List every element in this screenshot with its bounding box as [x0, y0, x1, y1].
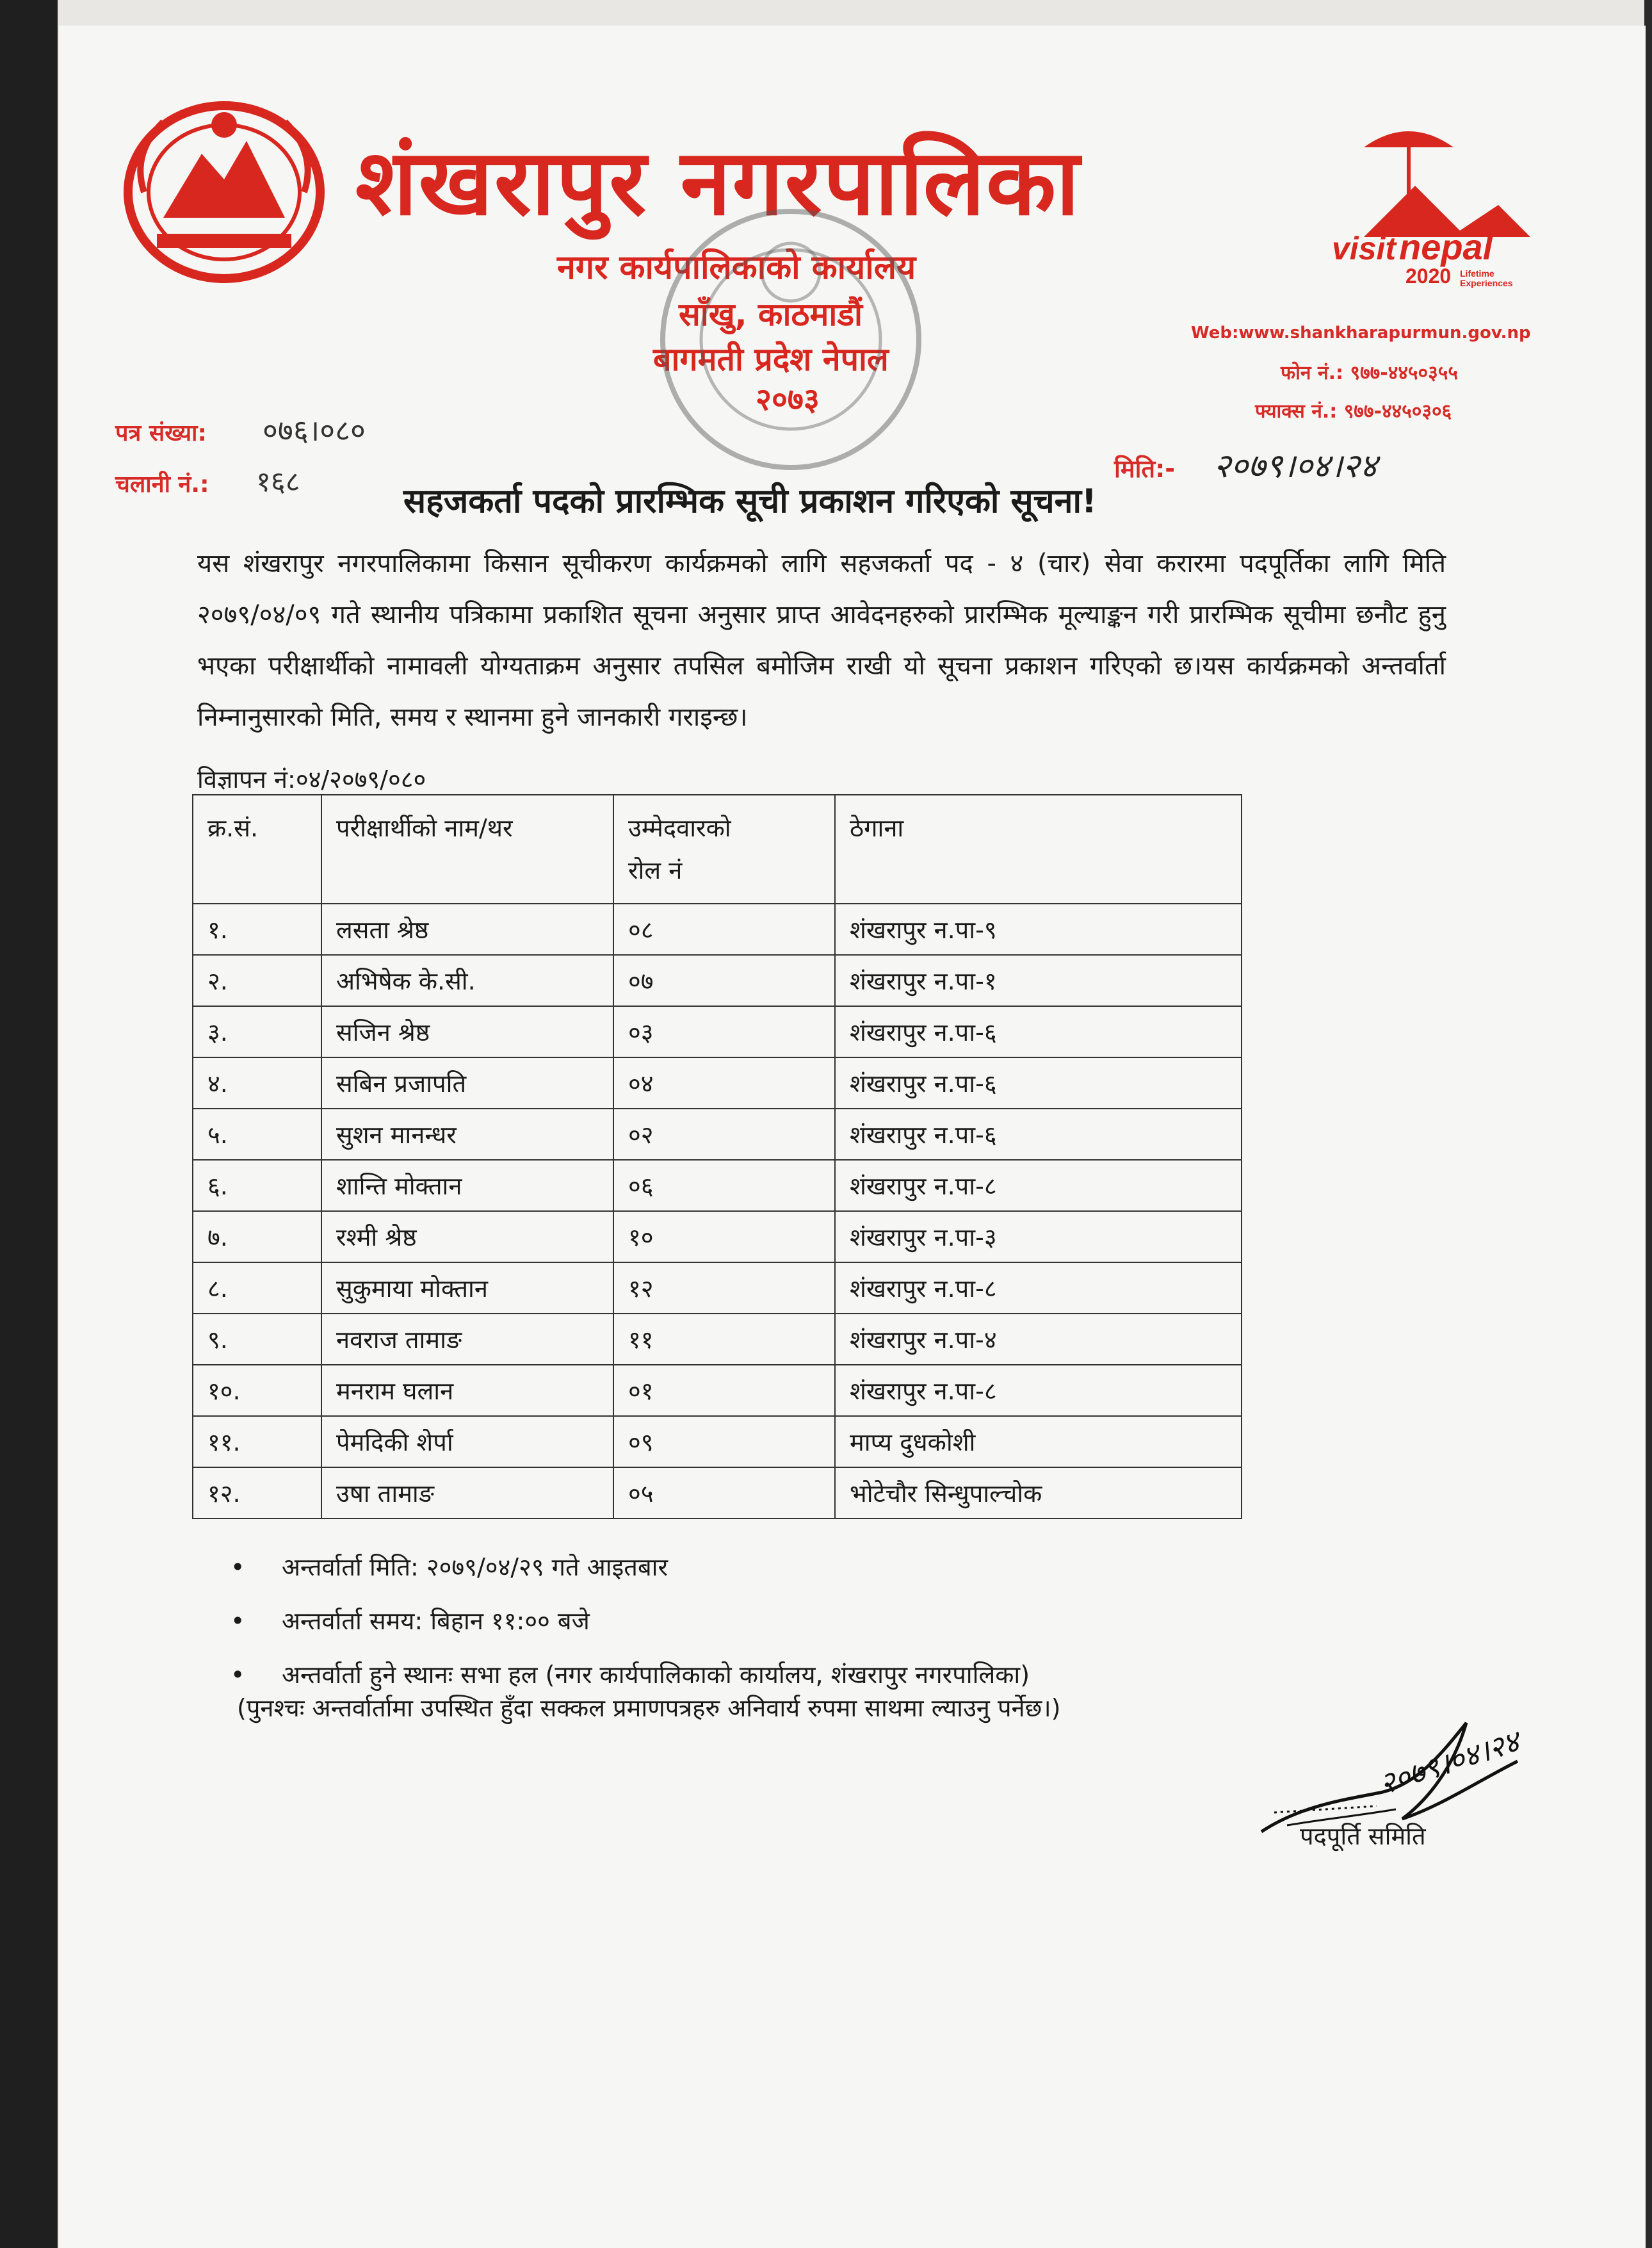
cell-sn: २. — [193, 955, 321, 1006]
cell-name: सुशन मानन्धर — [321, 1109, 613, 1160]
scan-border-left — [0, 0, 58, 2248]
bullet-icon: • — [231, 1553, 245, 1581]
nepal-emblem-icon — [118, 96, 330, 288]
interview-time: अन्तर्वार्ता समय: बिहान ११:०० बजे — [282, 1607, 590, 1635]
table-row — [193, 1365, 1242, 1416]
bullet-icon: • — [231, 1661, 245, 1689]
cell-address: शंखरापुर न.पा-८ — [835, 1365, 1242, 1416]
cell-roll: ०१ — [613, 1365, 835, 1416]
cell-roll: ११ — [613, 1314, 835, 1365]
dispatch-no-label: चलानी नं.: — [115, 471, 209, 498]
postscript-note: (पुनश्चः अन्तर्वार्तामा उपस्थित हुँदा सक्कल प्रमाणपत्रहरु अनिवार्य रुपमा साथमा ल्याउनु पर्नेछ।) — [237, 1694, 1061, 1722]
bullet-icon: • — [231, 1607, 245, 1635]
date-label: मिति:- — [1114, 455, 1176, 483]
cell-sn: १. — [193, 904, 321, 955]
cell-name: मनराम घलान — [321, 1365, 613, 1416]
cell-name: अभिषेक के.सी. — [321, 955, 613, 1006]
cell-roll: ०४ — [613, 1057, 835, 1109]
table-row — [193, 1109, 1242, 1160]
cell-sn: ९. — [193, 1314, 321, 1365]
cell-sn: ७. — [193, 1211, 321, 1262]
cell-address: शंखरापुर न.पा-६ — [835, 1109, 1242, 1160]
table-row — [193, 1006, 1242, 1057]
cell-name: सजिन श्रेष्ठ — [321, 1006, 613, 1057]
website-url: Web:www.shankharapurmun.gov.np — [1191, 323, 1531, 343]
phone-number: फोन नं.: ९७७-४४५०३५५ — [1281, 362, 1458, 384]
table-row — [193, 955, 1242, 1006]
table-row — [193, 904, 1242, 955]
cell-name: लसता श्रेष्ठ — [321, 904, 613, 955]
office-name: नगर कार्यपालिकाको कार्यालय — [557, 248, 916, 287]
address-line-2: बागमती प्रदेश नेपाल — [653, 341, 889, 378]
header-roll — [613, 795, 835, 904]
cell-roll: ०७ — [613, 955, 835, 1006]
candidate-table — [192, 794, 1242, 1519]
signature-label: पदपूर्ति समिति — [1300, 1822, 1426, 1850]
cell-sn: ६. — [193, 1160, 321, 1211]
cell-roll: ०२ — [613, 1109, 835, 1160]
cell-address: शंखरापुर न.पा-३ — [835, 1211, 1242, 1262]
table-row — [193, 1160, 1242, 1211]
cell-address: शंखरापुर न.पा-६ — [835, 1057, 1242, 1109]
header-roll-line1: उम्मेदवारको — [628, 814, 731, 842]
table-row — [193, 1211, 1242, 1262]
table-header-row — [193, 795, 1242, 904]
cell-roll: १२ — [613, 1262, 835, 1314]
table-row — [193, 1314, 1242, 1365]
letter-no-label: पत्र संख्या: — [115, 420, 207, 446]
cell-name: पेमदिकी शेर्पा — [321, 1416, 613, 1467]
cell-roll: ०३ — [613, 1006, 835, 1057]
svg-text:nepal: nepal — [1399, 227, 1493, 267]
cell-address: माप्य दुधकोशी — [835, 1416, 1242, 1467]
cell-address: शंखरापुर न.पा-८ — [835, 1262, 1242, 1314]
cell-sn: ५. — [193, 1109, 321, 1160]
svg-text:Lifetime: Lifetime — [1460, 268, 1494, 279]
cell-sn: ११. — [193, 1416, 321, 1467]
municipality-name: शंखरापुर नगरपालिका — [355, 130, 1081, 236]
cell-name: नवराज तामाङ — [321, 1314, 613, 1365]
table-row — [193, 1262, 1242, 1314]
cell-address: शंखरापुर न.पा-६ — [835, 1006, 1242, 1057]
cell-roll: ०५ — [613, 1467, 835, 1519]
cell-address: शंखरापुर न.पा-९ — [835, 904, 1242, 955]
cell-address: शंखरापुर न.पा-८ — [835, 1160, 1242, 1211]
signature-date: २०७९।०४।२४ — [1375, 1723, 1524, 1802]
advertisement-number: विज्ञापन नं:०४/२०७९/०८० — [197, 765, 426, 794]
interview-venue: अन्तर्वार्ता हुने स्थानः सभा हल (नगर कार्यपालिकाको कार्यालय, शंखरापुर नगरपालिका) — [282, 1661, 1030, 1689]
cell-name: उषा तामाङ — [321, 1467, 613, 1519]
notice-title: सहजकर्ता पदको प्रारम्भिक सूची प्रकाशन गरिएको सूचना! — [403, 482, 1097, 521]
cell-name: रश्मी श्रेष्ठ — [321, 1211, 613, 1262]
table-row — [193, 1416, 1242, 1467]
cell-roll: ०८ — [613, 904, 835, 955]
cell-sn: ४. — [193, 1057, 321, 1109]
cell-address: शंखरापुर न.पा-१ — [835, 955, 1242, 1006]
svg-text:Experiences: Experiences — [1460, 278, 1513, 288]
fax-number: फ्याक्स नं.: ९७७-४४५०३०६ — [1255, 400, 1452, 423]
header-name: परीक्षार्थीको नाम/थर — [321, 795, 613, 904]
svg-text:visit: visit — [1332, 231, 1397, 266]
cell-roll: १० — [613, 1211, 835, 1262]
dispatch-no-value: १६८ — [256, 466, 300, 498]
letter-no-value: ०७६।०८० — [263, 413, 366, 448]
cell-sn: ३. — [193, 1006, 321, 1057]
cell-roll: ०९ — [613, 1416, 835, 1467]
cell-name: सबिन प्रजापति — [321, 1057, 613, 1109]
interview-date: अन्तर्वार्ता मिति: २०७९/०४/२९ गते आइतबार — [282, 1553, 668, 1581]
header-roll-line2: रोल नं — [628, 856, 683, 884]
office-stamp-icon — [640, 189, 941, 490]
header-address: ठेगाना — [835, 795, 1242, 904]
cell-sn: १२. — [193, 1467, 321, 1519]
cell-roll: ०६ — [613, 1160, 835, 1211]
visit-nepal-logo-icon — [1268, 109, 1537, 288]
cell-address: भोटेचौर सिन्धुपाल्चोक — [835, 1467, 1242, 1519]
svg-text:2020: 2020 — [1405, 265, 1452, 288]
cell-sn: १०. — [193, 1365, 321, 1416]
cell-sn: ८. — [193, 1262, 321, 1314]
established-year: २०७३ — [756, 382, 820, 418]
cell-name: सुकुमाया मोक्तान — [321, 1262, 613, 1314]
header-sn: क्र.सं. — [193, 795, 321, 904]
cell-address: शंखरापुर न.पा-४ — [835, 1314, 1242, 1365]
table-row — [193, 1057, 1242, 1109]
interview-date-item — [231, 1540, 1030, 1594]
interview-details — [231, 1540, 1030, 1702]
table-row — [193, 1467, 1242, 1519]
interview-time-item — [231, 1594, 1030, 1648]
date-value: २०७९।०४।२४ — [1213, 447, 1377, 485]
notice-body: यस शंखरापुर नगरपालिकामा किसान सूचीकरण कार्यक्रमको लागि सहजकर्ता पद - ४ (चार) सेवा करारमा पदपूर्तिका लागि मिति २०७९/०४/०९ गते स्थानीय पत्रिकामा प्रकाशित सूचना अनुसार प्राप्त आवेदनहरुको प्रारम्भिक मूल्याङ्कन गरी प्रारम्भिक सूचीमा छनौट हुनु भएका परीक्षार्थीको नामावली योग्यताक्रम अनुसार तपसिल बमोजिम राखी यो सूचना प्रकाशन गरिएको छ।यस कार्यक्रमको अन्तर्वार्ता निम्नानुसारको मिति, समय र स्थानमा हुने जानकारी गराइन्छ। — [197, 549, 1446, 732]
address-line-1: साँखु, काठमाडौं — [679, 296, 863, 333]
cell-name: शान्ति मोक्तान — [321, 1160, 613, 1211]
